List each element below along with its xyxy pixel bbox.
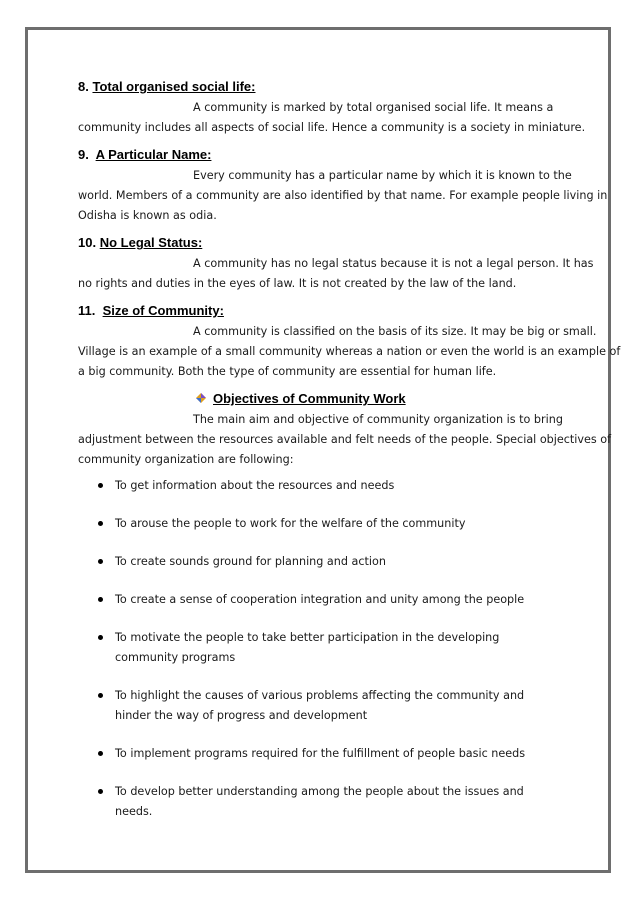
bullet-icon [98,635,103,640]
list-item-text: To develop better understanding among the people about the issues and needs. [115,785,524,818]
section-heading [78,234,563,252]
list-item-text: To create a sense of cooperation integration and unity among the people [115,593,525,606]
paragraph-line: a big community. Both the type of community are essential for human life. [78,365,497,378]
section-title: A Particular Name: [95,147,212,162]
bullet-icon [98,559,103,564]
paragraph-line: community organization are following: [78,453,294,466]
bullet-icon [98,789,103,794]
bullet-icon [98,597,103,602]
paragraph-line: The main aim and objective of community organization is to bring [193,413,563,426]
list-item [78,782,563,822]
objectives-title: Objectives of Community Work [213,391,406,406]
list-item [78,514,563,534]
section-heading [78,78,563,96]
objectives-section [78,390,612,822]
section-10 [78,234,594,294]
list-item [78,590,563,610]
list-item-text: To create sounds ground for planning and action [115,555,386,568]
paragraph-line: world. Members of a community are also identified by that name. For example people living in [78,189,608,202]
section-heading [78,302,563,320]
paragraph-line: no rights and duties in the eyes of law. It is not created by the law of the land. [78,277,517,290]
list-item [78,686,563,726]
diamond-bullet-icon [196,393,206,403]
section-11 [78,302,621,382]
paragraph-line: A community has no legal status because it is not a legal person. It has [193,257,594,270]
bullet-icon [98,521,103,526]
list-item [78,476,563,496]
list-item-text: To arouse the people to work for the welfare of the community [115,517,466,530]
section-title: Size of Community: [102,303,224,318]
paragraph-line: adjustment between the resources available and felt needs of the people. Special objectives of [78,433,612,446]
document-content [78,78,621,840]
list-item [78,628,563,668]
list-item-text: To motivate the people to take better participation in the developing community programs [115,631,500,664]
section-heading [78,146,563,164]
list-item-text: To highlight the causes of various problems affecting the community and hinder the way of progress and development [115,689,525,722]
paragraph-line: community includes all aspects of social life. Hence a community is a society in miniature. [78,121,586,134]
paragraph-line: A community is marked by total organised social life. It means a [193,101,554,114]
paragraph-line: Village is an example of a small community whereas a nation or even the world is an example of [78,345,621,358]
bullet-icon [98,751,103,756]
section-title: No Legal Status: [99,235,203,250]
section-9 [78,146,608,226]
list-item [78,744,563,764]
list-item-text: To get information about the resources and needs [115,479,395,492]
section-8 [78,78,586,138]
section-number: 8. [78,79,89,94]
paragraph-line: A community is classified on the basis of its size. It may be big or small. [193,325,597,338]
paragraph-line: Odisha is known as odia. [78,209,217,222]
objectives-heading [78,390,563,408]
paragraph-line: Every community has a particular name by which it is known to the [193,169,572,182]
bullet-icon [98,483,103,488]
section-title: Total organised social life: [92,79,256,94]
section-number: 10. [78,235,97,250]
bullet-icon [98,693,103,698]
section-number: 11. [78,303,96,318]
objectives-list [78,476,563,822]
list-item-text: To implement programs required for the fulfillment of people basic needs [115,747,526,760]
section-number: 9. [78,147,89,162]
list-item [78,552,563,572]
